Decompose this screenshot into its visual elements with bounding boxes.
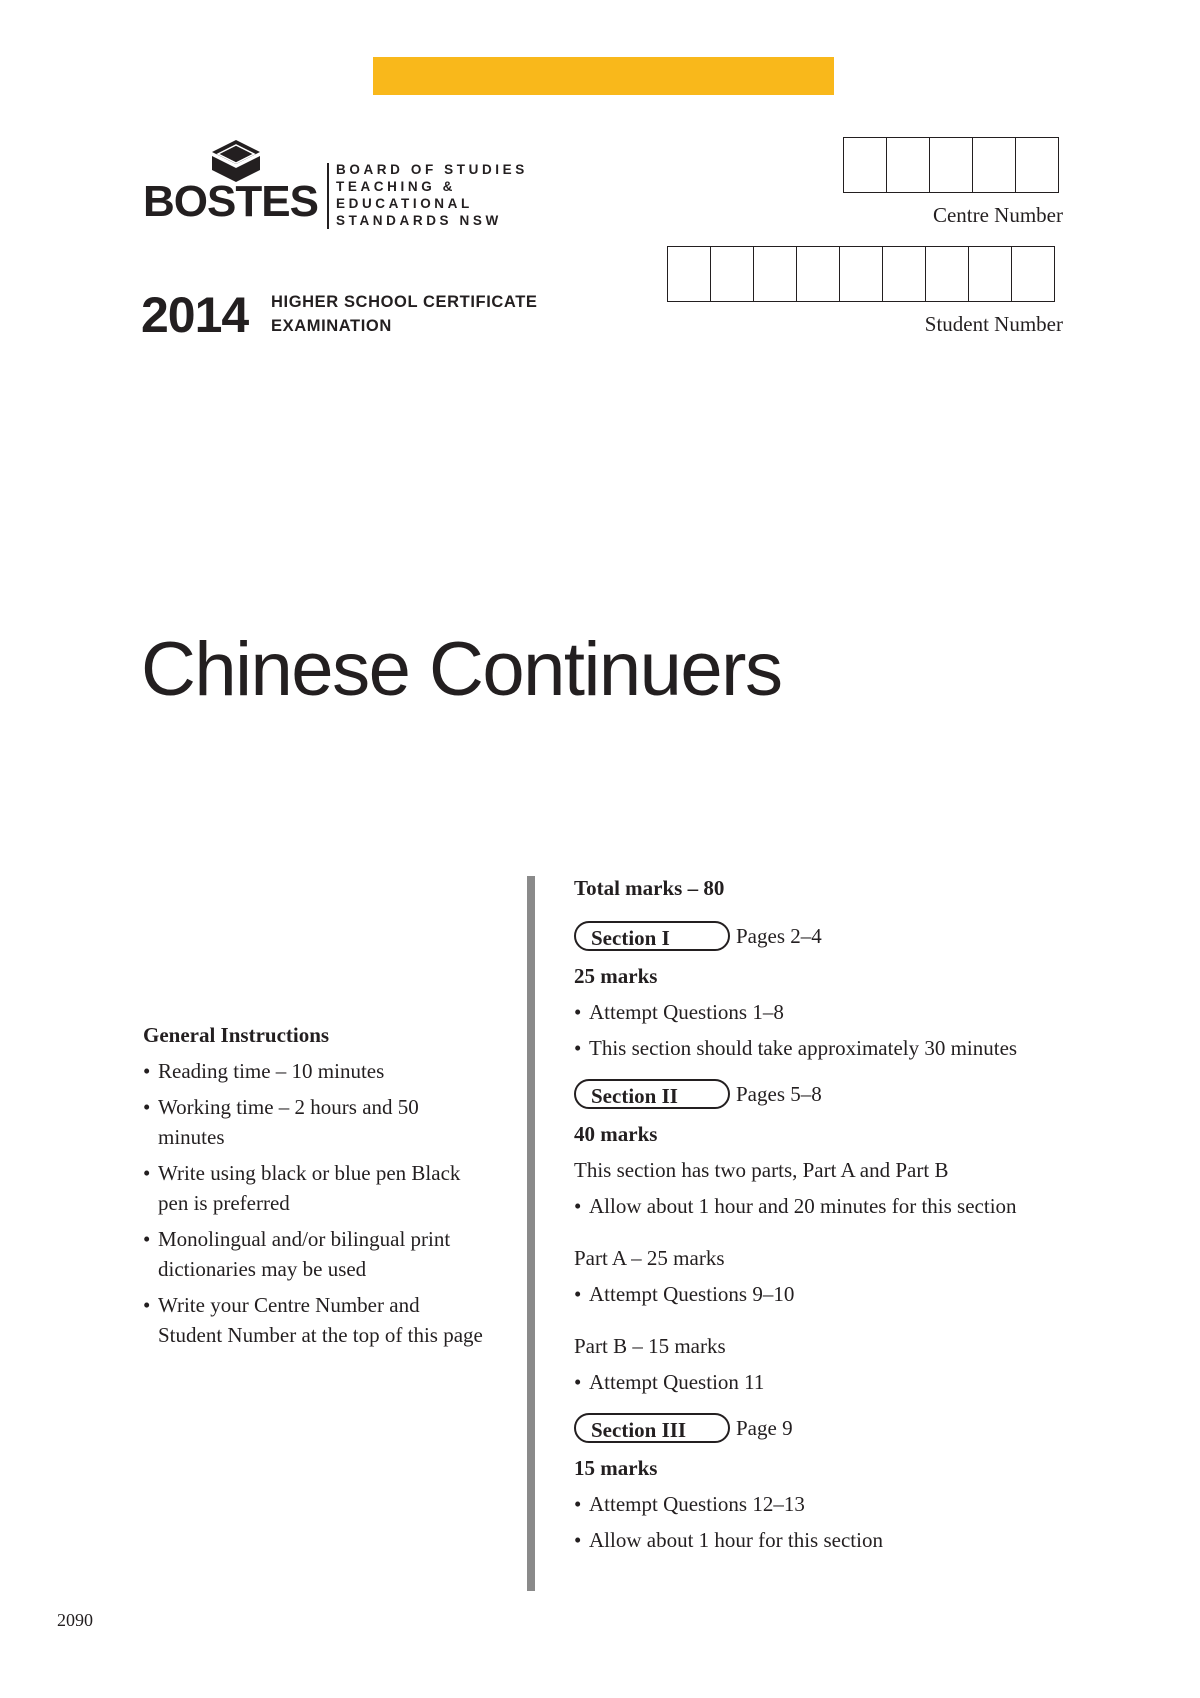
instruction-item: • Write your Centre Number and Student Number at the top of this page bbox=[143, 1290, 483, 1350]
page-title: Chinese Continuers bbox=[141, 627, 782, 712]
part-a-bullet: • Attempt Questions 9–10 bbox=[574, 1276, 1134, 1312]
part-a-marks: Part A – 25 marks bbox=[574, 1246, 725, 1270]
section-3-bullet: • Allow about 1 hour for this section bbox=[574, 1522, 1134, 1558]
section-1-bullet: • This section should take approximately 30 minutes bbox=[574, 1030, 1134, 1066]
exam-name-line: EXAMINATION bbox=[271, 317, 392, 335]
logo-divider bbox=[327, 163, 329, 229]
section-3-tag: Section III bbox=[574, 1413, 730, 1443]
centre-number-cell[interactable] bbox=[844, 138, 887, 192]
exam-name bbox=[271, 290, 537, 338]
exam-year: 2014 bbox=[141, 287, 249, 343]
general-instructions bbox=[143, 1020, 483, 1356]
yellow-header-bar bbox=[373, 57, 834, 95]
section-2-marks: 40 marks bbox=[574, 1122, 658, 1146]
student-number-cell[interactable] bbox=[711, 247, 754, 301]
centre-number-cell[interactable] bbox=[887, 138, 930, 192]
section-3-marks: 15 marks bbox=[574, 1456, 658, 1480]
section-2-header bbox=[574, 1076, 1134, 1112]
student-number-cell[interactable] bbox=[668, 247, 711, 301]
part-b-bullet: • Attempt Question 11 bbox=[574, 1364, 1134, 1400]
student-number-cell[interactable] bbox=[797, 247, 840, 301]
centre-number-label: Centre Number bbox=[932, 203, 1063, 227]
section-3-pages: Page 9 bbox=[736, 1416, 793, 1440]
exam-name-line: HIGHER SCHOOL CERTIFICATE bbox=[271, 293, 538, 311]
student-number-cell[interactable] bbox=[883, 247, 926, 301]
section-1-bullet: • Attempt Questions 1–8 bbox=[574, 994, 1134, 1030]
student-number-cell[interactable] bbox=[969, 247, 1012, 301]
section-1-pages: Pages 2–4 bbox=[736, 924, 822, 948]
instruction-item: • Write using black or blue pen Black pen is preferred bbox=[143, 1158, 483, 1218]
marks-summary bbox=[574, 870, 1134, 1558]
centre-number-cell[interactable] bbox=[930, 138, 973, 192]
section-2-pages: Pages 5–8 bbox=[736, 1082, 822, 1106]
instruction-item: • Reading time – 10 minutes bbox=[143, 1056, 483, 1086]
student-number-cell[interactable] bbox=[840, 247, 883, 301]
instruction-item: • Monolingual and/or bilingual print dictionaries may be used bbox=[143, 1224, 483, 1284]
section-3-header bbox=[574, 1410, 1134, 1446]
section-3-bullet: • Attempt Questions 12–13 bbox=[574, 1486, 1134, 1522]
student-number-label: Student Number bbox=[924, 312, 1063, 336]
section-1-tag: Section I bbox=[574, 921, 730, 951]
total-marks: Total marks – 80 bbox=[574, 876, 725, 900]
centre-number-boxes[interactable] bbox=[843, 137, 1059, 193]
student-number-boxes[interactable] bbox=[667, 246, 1055, 302]
student-number-cell[interactable] bbox=[754, 247, 797, 301]
column-divider bbox=[527, 876, 535, 1591]
section-1-header bbox=[574, 918, 1134, 954]
centre-number-cell[interactable] bbox=[1016, 138, 1058, 192]
general-instructions-heading: General Instructions bbox=[143, 1023, 330, 1047]
student-number-cell[interactable] bbox=[926, 247, 969, 301]
logo-wordmark: BOSTES bbox=[143, 177, 318, 226]
logo-org-name bbox=[336, 161, 528, 229]
instructions-list bbox=[143, 1056, 483, 1350]
section-2-tag: Section II bbox=[574, 1079, 730, 1109]
centre-number-cell[interactable] bbox=[973, 138, 1016, 192]
section-2-bullet: • Allow about 1 hour and 20 minutes for this section bbox=[574, 1188, 1134, 1224]
student-number-cell[interactable] bbox=[1012, 247, 1054, 301]
logo-line: STANDARDS NSW bbox=[336, 213, 502, 228]
section-1-marks: 25 marks bbox=[574, 964, 658, 988]
section-2-intro: This section has two parts, Part A and Part B bbox=[574, 1158, 949, 1182]
instruction-item: • Working time – 2 hours and 50 minutes bbox=[143, 1092, 483, 1152]
logo-line: BOARD OF STUDIES bbox=[336, 162, 528, 177]
part-b-marks: Part B – 15 marks bbox=[574, 1334, 726, 1358]
paper-code: 2090 bbox=[57, 1610, 93, 1630]
logo-line: TEACHING & bbox=[336, 179, 456, 194]
logo-line: EDUCATIONAL bbox=[336, 196, 473, 211]
